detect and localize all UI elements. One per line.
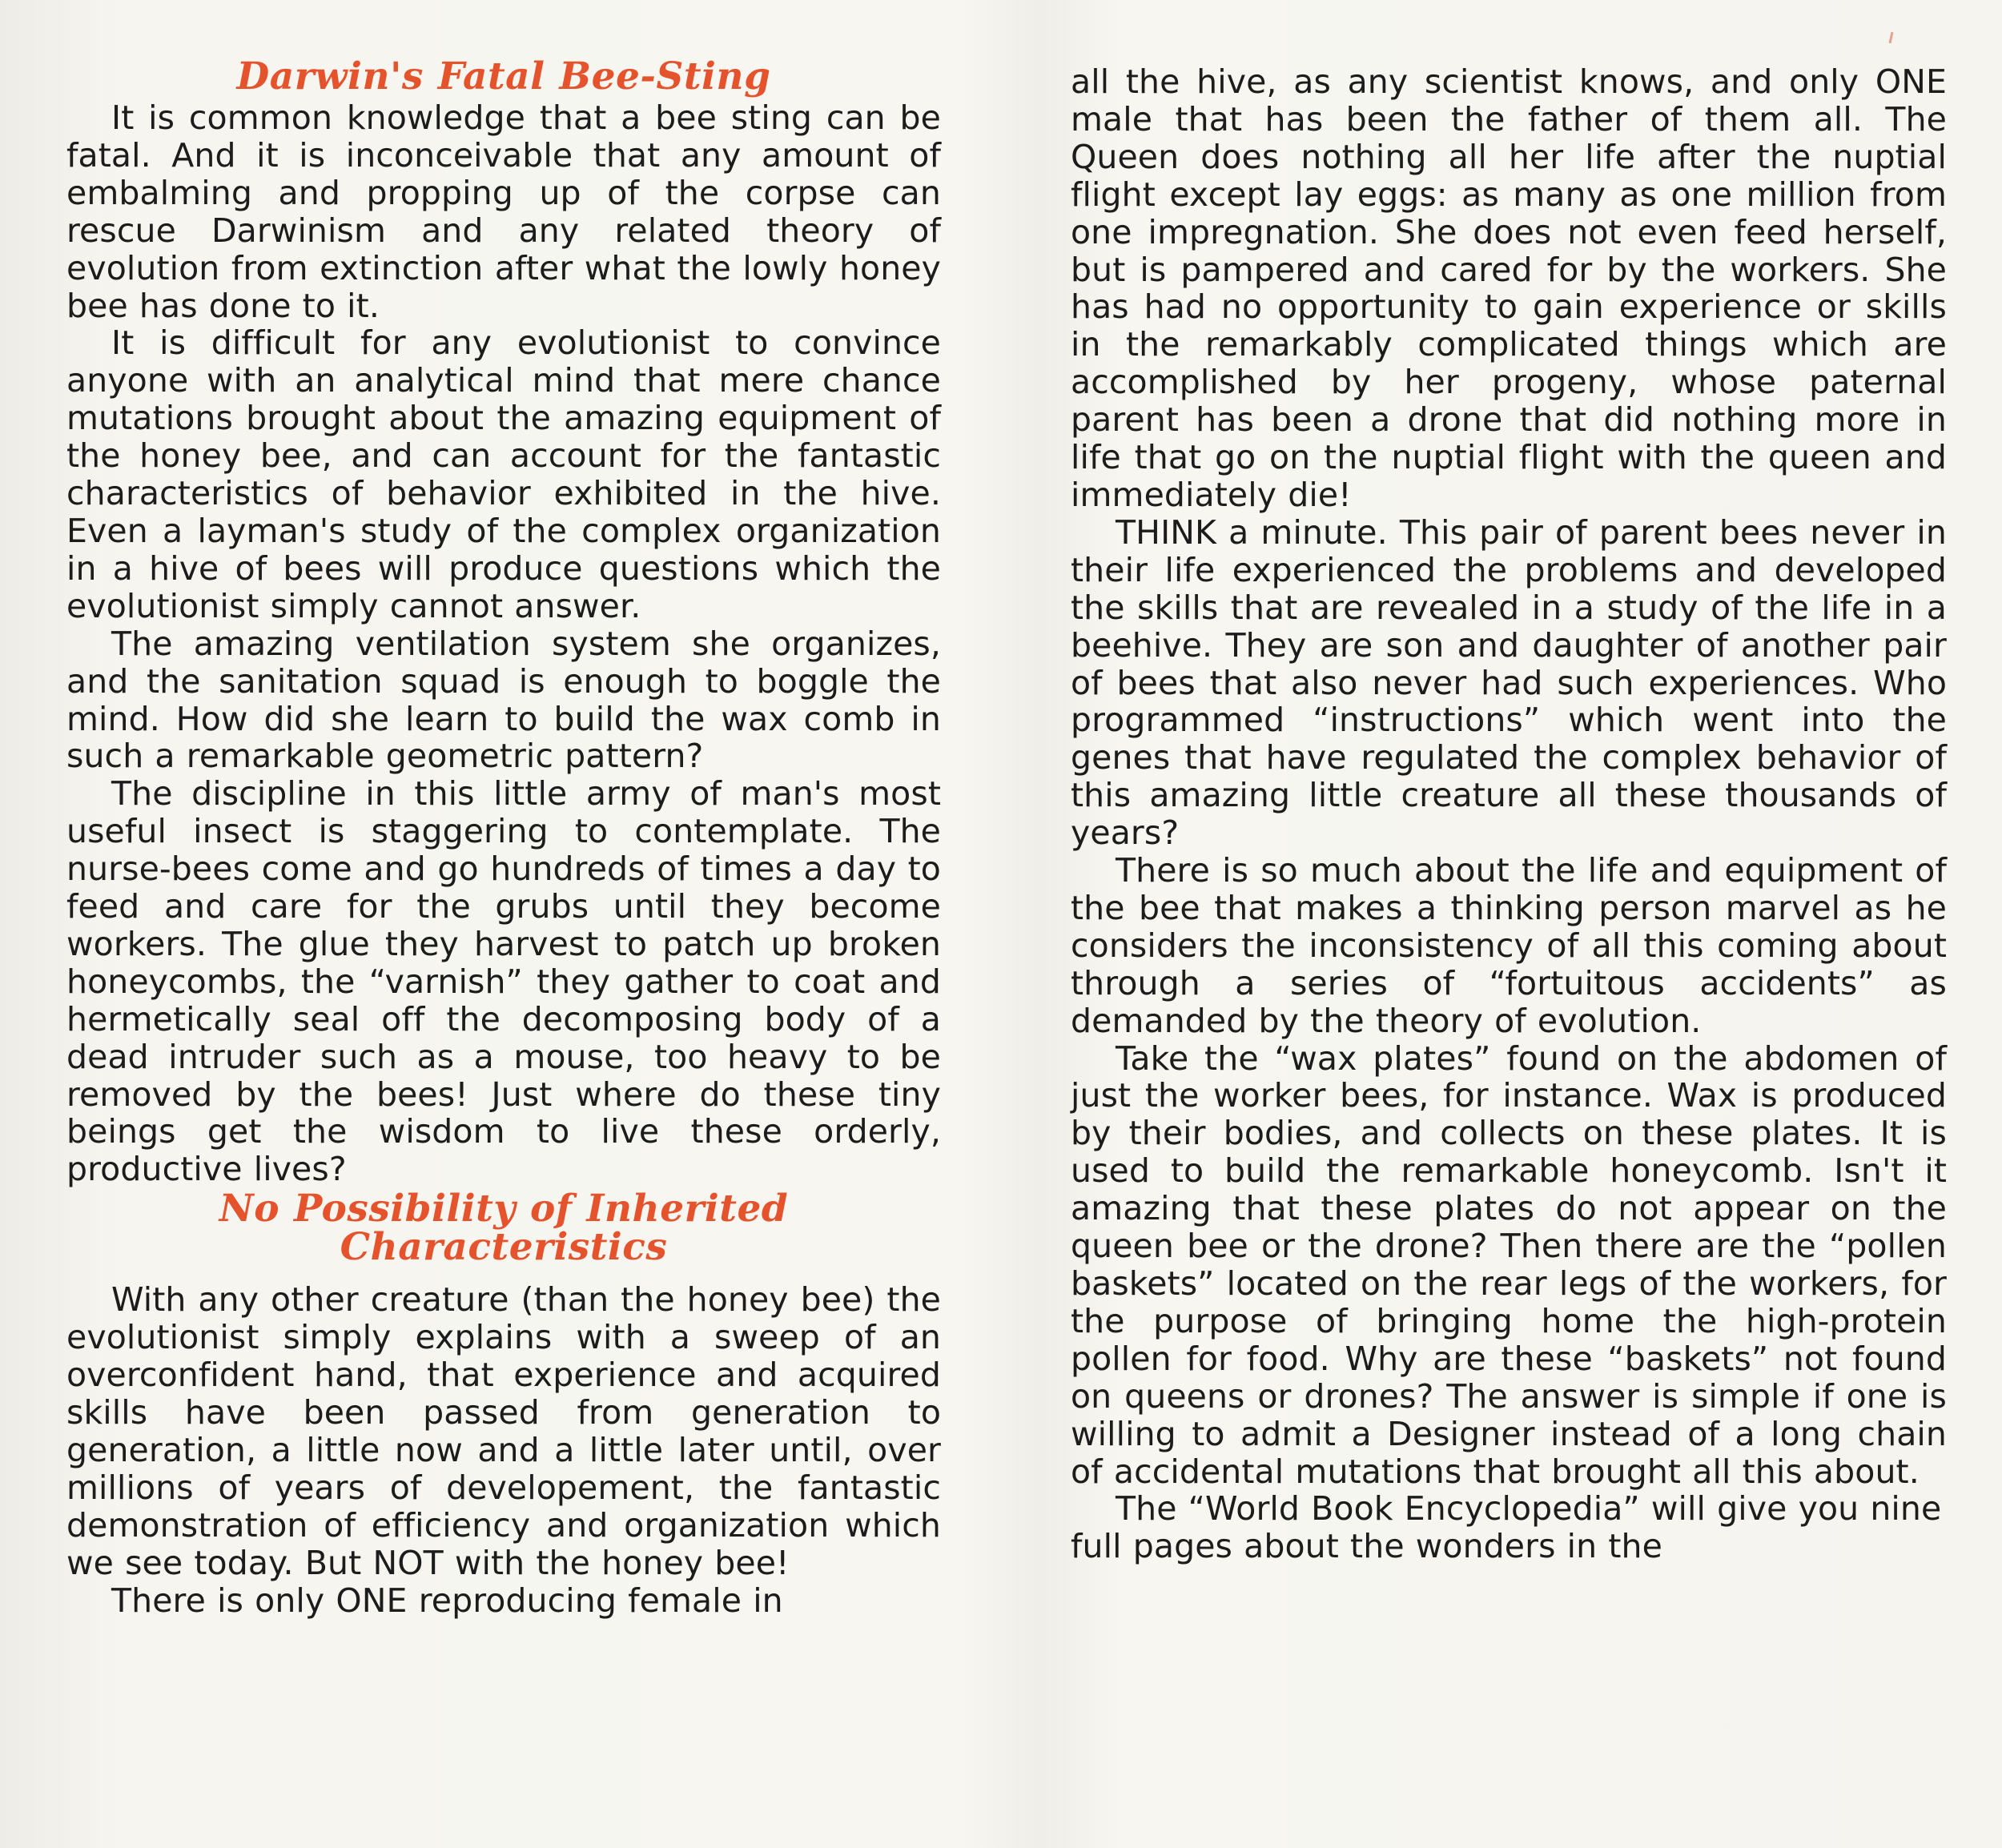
paragraph: There is so much about the life and equipment of the bee that makes a thinking person marvel as he considers the inconsistency of all this coming about through a series of “fortuitous accidents” as demanded by the theory of evolution. xyxy=(1071,851,1947,1040)
paragraph: There is only ONE reproducing female in xyxy=(111,1581,783,1620)
paragraph: THINK a minute. This pair of parent bees never in their life experienced the problems and developed the skills that are revealed in a study of the life in a beehive. They are son and daughter of another pair of bees that also never had such experiences. Who programmed “instructions” which went into the genes that have regulated the complex behavior of this amazing little creature all these thousands of years? xyxy=(1071,512,1947,853)
heading-line: No Possibility of Inherited xyxy=(219,1187,789,1231)
paragraph: all the hive, as any scientist knows, and only ONE male that has been the father of them all. The Queen does nothing all her life after the nuptial flight except lay eggs: as many as one million from one impregnation. She does not even feed herself, but is pampered and cared for by the workers. She has had no opportunity to gain experience or skills in the remarkably complicated things which are accomplished by her progeny, whose paternal parent has been a drone that did nothing more in life that go on the nuptial flight with the queen and immediately die! xyxy=(1071,62,1947,514)
heading-line: Characteristics xyxy=(340,1225,668,1270)
paragraph: The amazing ventilation system she organizes, and the sanitation squad is enough to boggle the mind. How did she learn to build the wax comb in such a remarkable geometric pattern? xyxy=(66,624,941,776)
print-mark xyxy=(1889,32,1894,43)
left-column xyxy=(66,54,941,1620)
paragraph: It is common knowledge that a bee sting can be fatal. And it is inconceivable that any amount of embalming and propping up of the corpse can rescue Darwinism and any related theory of evolution from extinction after what the lowly honey bee has done to it. xyxy=(66,98,941,325)
heading-no-possibility xyxy=(66,1187,941,1270)
paragraph: It is difficult for any evolutionist to convince anyone with an analytical mind that mere chance mutations brought about the amazing equipment of the honey bee, and can account for the fantastic characteristics of behavior exhibited in the hive. Even a layman's study of the complex organization in a hive of bees will produce questions which the evolutionist simply cannot answer. xyxy=(66,323,941,625)
right-column xyxy=(1071,63,1947,1565)
paragraph: Take the “wax plates” found on the abdomen of just the worker bees, for instance. Wax is produced by their bodies, and collects on these plates. It is used to build the remarkable honeycomb. Isn't it amazing that these plates do not appear on the queen bee or the drone? Then there are the “pollen baskets” located on the rear legs of the workers, for the purpose of bringing home the high-protein pollen for food. Why are these “baskets” not found on queens or drones? The answer is simple if one is willing to admit a Designer instead of a long chain of accidental mutations that brought all this about. xyxy=(1071,1038,1947,1491)
paragraph: With any other creature (than the honey bee) the evolutionist simply explains with a sweep of an overconfident hand, that experience and acquired skills have been passed from generation to generation, a little now and a little later until, over millions of years of developement, the fantastic demonstration of efficiency and organization which we see today. But NOT with the honey bee! xyxy=(66,1280,941,1582)
paragraph: The discipline in this little army of man's most useful insect is staggering to contemplate. The nurse-bees come and go hundreds of times a day to feed and care for the grubs until they become workers. The glue they harvest to patch up broken honeycombs, the “varnish” they gather to coat and hermetically seal off the decomposing body of a dead intruder such as a mouse, too heavy to be removed by the bees! Just where do these tiny beings get the wisdom to live these orderly, productive lives? xyxy=(66,774,941,1189)
heading-darwins-fatal-bee-sting: Darwin's Fatal Bee-Sting xyxy=(236,54,771,98)
paragraph: The “World Book Encyclopedia” will give you nine full pages about the wonders in the xyxy=(1071,1489,1942,1566)
